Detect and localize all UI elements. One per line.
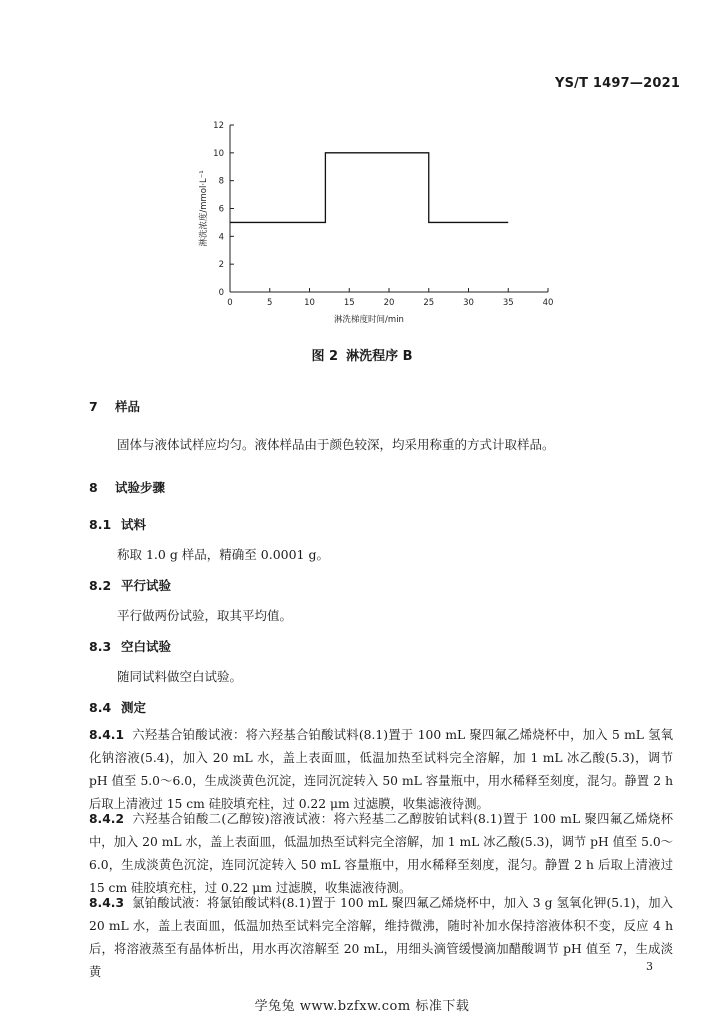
x-tick-label: 20 (383, 298, 395, 308)
section-number: 8.4.3 (89, 896, 125, 910)
section-7-heading (89, 397, 140, 415)
x-tick-label: 15 (343, 298, 355, 308)
section-8-4-1-paragraph (89, 724, 673, 816)
paragraph-text: 氯铂酸试液：将氯铂酸试料(8.1)置于 100 mL 聚四氟乙烯烧杯中，加入 3 g 氢氧化钾(5.1)，加入 20 mL 水，盖上表面皿，低温加热至试料完全溶解，维持微沸，随时补加水保持溶液体积不变，反应 4 h 后，将溶液蒸至有晶体析出，用水再次溶解至 20 mL，用细头滴管缓慢滴加醋酸调节 pH 值至 7，生成淡黄 (89, 896, 673, 979)
x-axis-label: 淋洗梯度时间/min (334, 315, 404, 325)
series-line (230, 153, 508, 223)
y-tick-label: 12 (213, 121, 224, 131)
x-tick-label: 5 (267, 298, 273, 308)
x-tick-label: 10 (304, 298, 315, 308)
section-title: 试验步骤 (115, 480, 166, 495)
y-tick-label: 0 (218, 288, 224, 298)
section-number: 7 (89, 399, 98, 414)
x-tick-label: 25 (423, 298, 435, 308)
section-8-1-text: 称取 1.0 g 样品，精确至 0.0001 g。 (117, 547, 329, 562)
footer-watermark: 学兔兔 www.bzfxw.com 标准下载 (254, 999, 470, 1014)
section-title: 测定 (121, 700, 147, 715)
section-8-2-heading (89, 576, 171, 594)
y-tick-label: 8 (218, 176, 224, 187)
section-title: 试料 (121, 517, 147, 532)
section-number: 8.4.2 (89, 812, 125, 826)
x-tick-label: 30 (463, 298, 474, 308)
y-tick-label: 10 (213, 148, 224, 159)
section-8-4-3-paragraph (89, 892, 673, 984)
section-8-heading (89, 478, 165, 496)
section-8-4-2-paragraph (89, 808, 673, 900)
figure-label: 图 2 (311, 349, 339, 364)
section-8-4-heading (89, 698, 146, 716)
section-number: 8.2 (89, 578, 112, 593)
section-8-3-heading (89, 637, 171, 655)
section-8-3-text: 随同试料做空白试验。 (117, 669, 243, 684)
section-number: 8.4 (89, 700, 112, 715)
y-axis-label: 淋洗浓度/mmol·L⁻¹ (199, 170, 209, 247)
section-number: 8.1 (89, 517, 112, 532)
document-code: YS/T 1497—2021 (555, 76, 681, 91)
section-7-text: 固体与液体试样应均匀。液体样品由于颜色较深，均采用称重的方式计取样品。 (117, 437, 555, 452)
elution-chart (180, 115, 570, 330)
chart-plot-area (198, 121, 553, 325)
x-tick-label: 40 (542, 298, 554, 308)
section-number: 8 (89, 480, 98, 495)
y-tick-label: 2 (218, 260, 224, 271)
paragraph-text: 六羟基合铂酸二(乙醇铵)溶液试液：将六羟基二乙醇胺铂试料(8.1)置于 100 mL 聚四氟乙烯烧杯中，加入 20 mL 水，盖上表面皿，低温加热至试料完全溶解，加 1 mL 冰乙酸(5.3)，调节 pH 值至 5.0～6.0，生成淡黄色沉淀，连同沉淀转入 50 mL 容量瓶中，用水稀释至刻度，混匀。静置 2 h 后取上清液过 15 cm 硅胶填充柱，过 0.22 μm 过滤膜，收集滤液待测。 (89, 812, 673, 895)
section-title: 样品 (115, 399, 141, 414)
section-number: 8.4.1 (89, 728, 125, 742)
y-tick-label: 6 (218, 204, 224, 215)
figure-title: 淋洗程序 B (346, 349, 413, 364)
section-8-2-text: 平行做两份试验，取其平均值。 (117, 608, 293, 623)
section-8-1-heading (89, 515, 146, 533)
figure-caption (0, 345, 724, 364)
section-title: 空白试验 (121, 639, 172, 654)
y-tick-label: 4 (218, 232, 224, 243)
x-tick-label: 0 (227, 298, 233, 308)
x-tick-label: 35 (502, 298, 514, 308)
section-number: 8.3 (89, 639, 112, 654)
paragraph-text: 六羟基合铂酸试液：将六羟基合铂酸试料(8.1)置于 100 mL 聚四氟乙烯烧杯中，加入 5 mL 氢氧化钠溶液(5.4)，加入 20 mL 水，盖上表面皿，低温加热至试料完全溶解，加 1 mL 冰乙酸(5.3)，调节 pH 值至 5.0～6.0，生成淡黄色沉淀，连同沉淀转入 50 mL 容量瓶中，用水稀释至刻度，混匀。静置 2 h 后取上清液过 15 cm 硅胶填充柱，过 0.22 μm 过滤膜，收集滤液待测。 (89, 728, 673, 811)
section-title: 平行试验 (121, 578, 172, 593)
page-number: 3 (646, 960, 653, 973)
